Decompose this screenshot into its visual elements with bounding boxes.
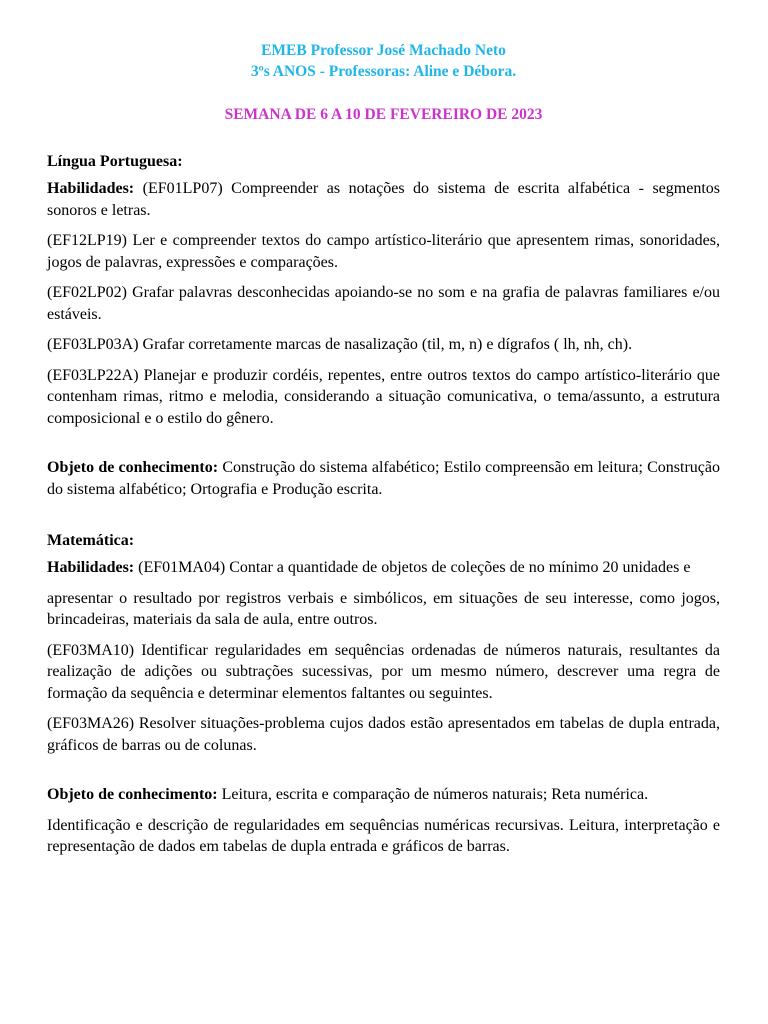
classes-teachers: 3ºs ANOS - Professoras: Aline e Débora. <box>250 63 517 80</box>
matematica-habilidade-2: apresentar o resultado por registros verbais e simbólicos, em situações de seu interesse, como jogos, brincadeiras, materiais da sala de aula, entre outros. <box>47 589 720 628</box>
matematica-objeto-extra: Identificação e descrição de regularidades em sequências numéricas recursivas. Leitura, interpretação e representação de dados em tabelas de dupla entrada e gráficos de barras. <box>47 816 720 855</box>
habilidade-text: (EF01LP07) Compreender as notações do sistema de escrita alfabética - segmentos sonoros e letras. <box>47 180 720 219</box>
matematica-objeto <box>47 784 720 806</box>
matematica-title: Matemática: <box>47 532 135 549</box>
matematica-habilidade-3: (EF03MA10) Identificar regularidades em sequências ordenadas de números naturais, resultantes da realização de adições ou subtrações sucessivas, por um mesmo número, descrever uma regra de formação da sequência e determinar elementos faltantes ou seguintes. <box>47 641 720 702</box>
portugues-habilidade-2: (EF12LP19) Ler e compreender textos do campo artístico-literário que apresentem rimas, sonoridades, jogos de palavras, expressões e comparações. <box>47 232 720 271</box>
objeto-text: Construção do sistema alfabético; Estilo compreensão em leitura; Construção do sistema alfabético; Ortografia e Produção escrita. <box>47 459 720 498</box>
week-title: SEMANA DE 6 A 10 DE FEVEREIRO DE 2023 <box>224 106 543 123</box>
portugues-habilidade-3: (EF02LP02) Grafar palavras desconhecidas apoiando-se no som e na grafia de palavras familiares e/ou estáveis. <box>47 284 720 323</box>
habilidades-label: Habilidades: <box>47 180 135 197</box>
portugues-habilidade-1 <box>47 178 720 221</box>
objeto-label: Objeto de conhecimento: <box>47 459 219 476</box>
portugues-habilidade-5: (EF03LP22A) Planejar e produzir cordéis, repentes, entre outros textos do campo artístico-literário que contenham rimas, ritmo e melodia, considerando a situação comunicativa, o tema/assunto, a estrutura composicional e o estilo do gênero. <box>47 366 720 427</box>
document-header <box>47 40 720 82</box>
habilidade-text: (EF01MA04) Contar a quantidade de objetos de coleções de no mínimo 20 unidades e <box>134 559 691 576</box>
habilidades-label: Habilidades: <box>47 559 135 576</box>
matematica-habilidade-4: (EF03MA26) Resolver situações-problema cujos dados estão apresentados em tabelas de dupla entrada, gráficos de barras ou de colunas. <box>47 715 720 754</box>
portugues-title: Língua Portuguesa: <box>47 153 183 170</box>
portugues-habilidade-4: (EF03LP03A) Grafar corretamente marcas de nasalização (til, m, n) e dígrafos ( lh, nh, ch). <box>47 336 633 353</box>
portugues-objeto <box>47 457 720 500</box>
school-name: EMEB Professor José Machado Neto <box>261 42 506 59</box>
matematica-habilidade-1 <box>47 557 720 579</box>
objeto-label: Objeto de conhecimento: <box>47 786 218 803</box>
document-page <box>47 40 720 867</box>
objeto-text: Leitura, escrita e comparação de números naturais; Reta numérica. <box>217 786 649 803</box>
